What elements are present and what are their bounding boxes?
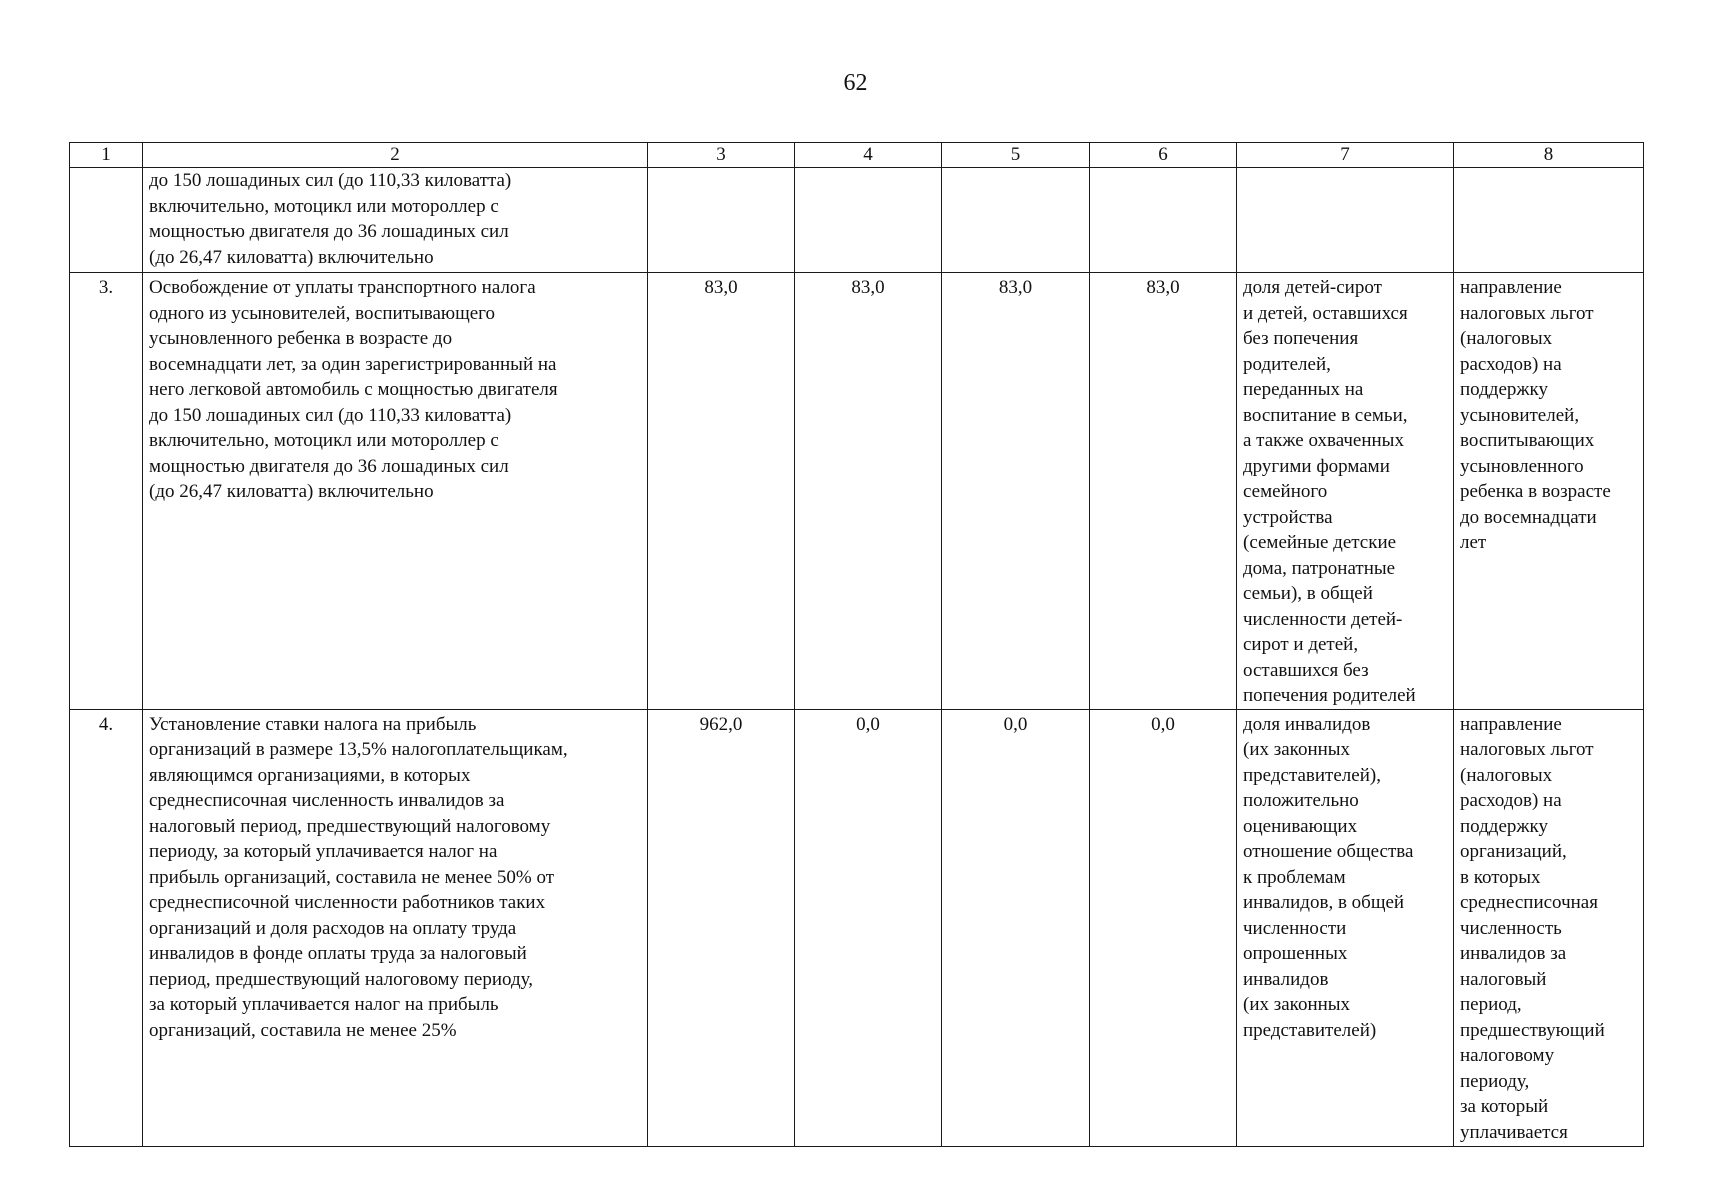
benefit-description — [143, 273, 648, 710]
row-number: 4. — [70, 709, 143, 1146]
benefit-description-text: Освобождение от уплаты транспортного налога одного из усыновителей, воспитывающего усыновленного ребенка в возрасте до восемнадцати лет, за один зарегистрированный на него легковой автомобиль с мощностью двигателя до 150 лошадиных сил (до 110,33 киловатта) включительно, мотоцикл или мотороллер с мощностью двигателя до 36 лошадиных сил (до 26,47 киловатта) включительно — [149, 277, 558, 502]
value-col-4: 83,0 — [795, 273, 942, 710]
benefit-description — [143, 709, 648, 1146]
benefit-description — [143, 168, 648, 273]
purpose-cell — [1454, 168, 1644, 273]
value-col-6: 83,0 — [1090, 273, 1237, 710]
purpose-cell — [1454, 709, 1644, 1146]
column-number-6: 6 — [1090, 143, 1237, 168]
table-row-continuation — [70, 168, 1644, 273]
column-number-3: 3 — [648, 143, 795, 168]
value-col-6: 0,0 — [1090, 709, 1237, 1146]
purpose-cell — [1454, 273, 1644, 710]
value-col-6 — [1090, 168, 1237, 273]
column-number-8: 8 — [1454, 143, 1644, 168]
page-number: 62 — [843, 70, 868, 96]
value-col-5: 83,0 — [942, 273, 1090, 710]
value-col-5 — [942, 168, 1090, 273]
indicator-text: доля детей-сирот и детей, оставшихся без попечения родителей, переданных на воспитание в семьи, а также охваченных другими формами семейного устройства (семейные детские дома, патронатные семьи), в общей численности детей- сирот и детей, оставшихся без попечения родителей — [1243, 277, 1416, 706]
table-row-4 — [70, 709, 1644, 1146]
tax-expenditure-table — [69, 142, 1644, 1147]
indicator-text: доля инвалидов (их законных представителей), положительно оценивающих отношение общества к проблемам инвалидов, в общей численности опрошенных инвалидов (их законных представителей) — [1243, 713, 1414, 1041]
value-col-3 — [648, 168, 795, 273]
value-col-3: 83,0 — [648, 273, 795, 710]
column-number-header-row — [70, 143, 1644, 168]
purpose-text: направление налоговых льгот (налоговых расходов) на поддержку организаций, в которых среднесписочная численность инвалидов за налоговый период, предшествующий налоговому периоду, за который уплачивается — [1460, 713, 1605, 1143]
indicator-cell — [1237, 709, 1454, 1146]
column-number-1: 1 — [70, 143, 143, 168]
row-number: 3. — [70, 273, 143, 710]
value-col-4 — [795, 168, 942, 273]
value-col-4: 0,0 — [795, 709, 942, 1146]
indicator-cell — [1237, 168, 1454, 273]
value-col-5: 0,0 — [942, 709, 1090, 1146]
column-number-5: 5 — [942, 143, 1090, 168]
benefit-description-text: до 150 лошадиных сил (до 110,33 киловатта) включительно, мотоцикл или мотороллер с мощностью двигателя до 36 лошадиных сил (до 26,47 киловатта) включительно — [149, 170, 512, 268]
table-row-3 — [70, 273, 1644, 710]
column-number-7: 7 — [1237, 143, 1454, 168]
row-number — [70, 168, 143, 273]
column-number-4: 4 — [795, 143, 942, 168]
purpose-text: направление налоговых льгот (налоговых расходов) на поддержку усыновителей, воспитывающих усыновленного ребенка в возрасте до восемнадцати лет — [1460, 277, 1611, 553]
benefit-description-text: Установление ставки налога на прибыль организаций в размере 13,5% налогоплательщикам, являющимся организациями, в которых среднесписочная численность инвалидов за налоговый период, предшествующий налоговому периоду, за который уплачивается налог на прибыль организаций, составила не менее 50% от среднесписочной численности работников таких организаций и доля расходов на оплату труда инвалидов в фонде оплаты труда за налоговый период, предшествующий налоговому периоду, за который уплачивается налог на прибыль организаций, составила не менее 25% — [149, 713, 568, 1041]
indicator-cell — [1237, 273, 1454, 710]
column-number-2: 2 — [143, 143, 648, 168]
value-col-3: 962,0 — [648, 709, 795, 1146]
